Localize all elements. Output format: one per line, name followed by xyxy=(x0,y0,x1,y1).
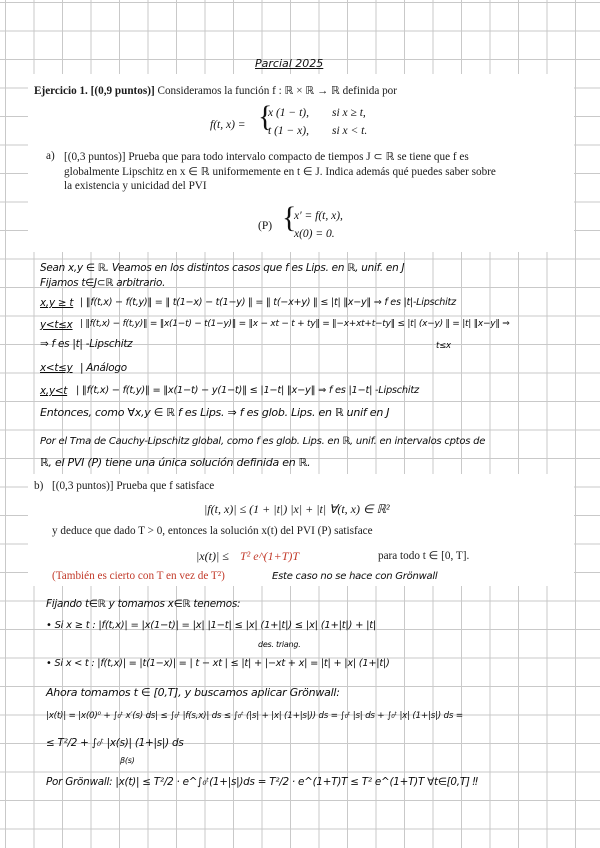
answer-b-integral-line2: ≤ T²/2 + ∫₀ᵗ |x(s)| (1+|s|) ds xyxy=(46,737,184,749)
part-a-line1: [(0,3 puntos)] Prueba que para todo intervalo compacto de tiempos J ⊂ ℝ se tiene que f es xyxy=(64,151,469,163)
definition-brace: { xyxy=(258,100,273,133)
exercise-heading: Ejercicio 1. xyxy=(34,85,88,97)
definition-case2-cond: si x < t. xyxy=(332,125,368,137)
answer-b-case1-note: des. triang. xyxy=(258,640,301,649)
part-a-label: a) xyxy=(46,150,55,162)
answer-b-beta-label: β(s) xyxy=(120,756,135,765)
exam-title: Parcial 2025 xyxy=(255,57,324,70)
part-a-line3: la existencia y unicidad del PVI xyxy=(64,180,207,192)
answer-a-line2: Fijamos t∈J⊂ℝ arbitrario. xyxy=(40,277,166,289)
part-b-bound-rhs: T² e^(1+T)T xyxy=(240,549,300,563)
part-b-note: (También es cierto con T en vez de T²) xyxy=(52,570,225,582)
answer-a-conclusion: Entonces, como ∀x,y ∈ ℝ f es Lips. ⇒ f es glob. Lips. en ℝ unif en J xyxy=(40,406,390,419)
definition-lhs: f(t, x) = xyxy=(210,119,246,131)
answer-b-case2: • Si x < t : |f(t,x)| = |t(1−x)| = | t − xt | ≤ |t| + |−xt + x| = |t| + |x| (1+|t|) xyxy=(46,658,390,669)
part-b-line1: [(0,3 puntos)] Prueba que f satisface xyxy=(52,480,215,492)
answer-a-case2-conclusion: ⇒ f es |t| -Lipschitz xyxy=(40,338,133,350)
answer-a-case2-label: y<t≤x xyxy=(40,319,73,331)
pvi-brace: { xyxy=(282,201,297,234)
part-b-inequality: |f(t, x)| ≤ (1 + |t|) |x| + |t| ∀(t, x) ∈ ℝ² xyxy=(204,502,390,516)
answer-a-case1-label: x,y ≥ t xyxy=(40,297,74,309)
answer-a-case3-label: x<t≤y xyxy=(40,362,73,374)
part-b-line2: y deduce que dado T > 0, entonces la solución x(t) del PVI (P) satisface xyxy=(52,525,373,537)
exercise-points: [(0,9 puntos)] xyxy=(90,85,155,97)
part-b-bound-lhs: |x(t)| ≤ xyxy=(196,549,229,563)
answer-b-gronwall-result: Por Grönwall: |x(t)| ≤ T²/2 · e^∫₀ᵗ(1+|s|)ds = T²/2 · e^(1+T)T ≤ T² e^(1+T)T ∀t∈[0,T] ‼ xyxy=(46,776,478,788)
answer-a-case2-body: | ‖f(t,x) − f(t,y)‖ = ‖x(1−t) − t(1−y)‖ = ‖x − xt − t + ty‖ = ‖−x+xt+t−ty‖ ≤ |t| (x−y) ‖ = |t| ‖x−y‖ ⇒ xyxy=(80,319,510,329)
answer-a-case3-body: | Análogo xyxy=(80,362,127,374)
answer-a-theorem-line1: Por el Tma de Cauchy-Lipschitz global, como f es glob. Lips. en ℝ, unif. en intervalos cptos de xyxy=(40,436,486,447)
exercise-intro: Consideramos la función f : ℝ × ℝ → ℝ definida por xyxy=(157,85,397,97)
definition-case1-cond: si x ≥ t, xyxy=(332,107,366,119)
answer-a-case1-body: | ‖f(t,x) − f(t,y)‖ = ‖ t(1−x) − t(1−y) ‖ = ‖ t(−x+y) ‖ ≤ |t| ‖x−y‖ ⇒ f es |t|-Lipschitz xyxy=(80,297,456,308)
answer-b-line1: Fijando t∈ℝ y tomamos x∈ℝ tenemos: xyxy=(46,598,241,610)
exercise-intro-line xyxy=(34,84,397,97)
answer-a-case2-note: t≤x xyxy=(436,341,451,351)
answer-b-gronwall-intro: Ahora tomamos t ∈ [0,T], y buscamos aplicar Grönwall: xyxy=(46,686,340,699)
part-a-line2: globalmente Lipschitz en x ∈ ℝ uniformemente en t ∈ J. Indica además qué puedes saber sobre xyxy=(64,166,496,178)
part-b-label: b) xyxy=(34,480,44,492)
part-b-note-handwritten: Este caso no se hace con Grönwall xyxy=(272,571,438,582)
answer-a-line1: Sean x,y ∈ ℝ. Veamos en los distintos casos que f es Lips. en ℝ, unif. en J xyxy=(40,262,405,274)
pvi-equation-1: x′ = f(t, x), xyxy=(294,210,343,222)
pvi-label: (P) xyxy=(258,220,273,232)
statement-panel-a xyxy=(28,74,574,252)
answer-b-case1: • Si x ≥ t : |f(t,x)| = |x(1−t)| = |x| |1−t| ≤ |x| (1+|t|) ≤ |x| (1+|t|) + |t| xyxy=(46,620,377,631)
definition-case2-expr: t (1 − x), xyxy=(268,125,309,137)
answer-a-case4-label: x,y<t xyxy=(40,385,68,397)
part-b-bound-condition: para todo t ∈ [0, T]. xyxy=(378,550,470,562)
pvi-equation-2: x(0) = 0. xyxy=(294,228,335,240)
definition-case1-expr: x (1 − t), xyxy=(268,107,309,119)
answer-b-integral-line1: |x(t)| = |x(0)⁰ + ∫₀ᵗ x′(s) ds| ≤ ∫₀ᵗ |f(s,x)| ds ≤ ∫₀ᵗ (|s| + |x| (1+|s|)) ds = ∫₀ᵗ |s| ds + ∫₀ᵗ |x| (1+|s|) ds = xyxy=(46,711,463,721)
answer-a-case4-body: | ‖f(t,x) − f(t,y)‖ = ‖x(1−t) − y(1−t)‖ ≤ |1−t| ‖x−y‖ ⇒ f es |1−t| -Lipschitz xyxy=(76,385,419,396)
answer-a-theorem-line2: ℝ, el PVI (P) tiene una única solución definida en ℝ. xyxy=(40,456,311,469)
